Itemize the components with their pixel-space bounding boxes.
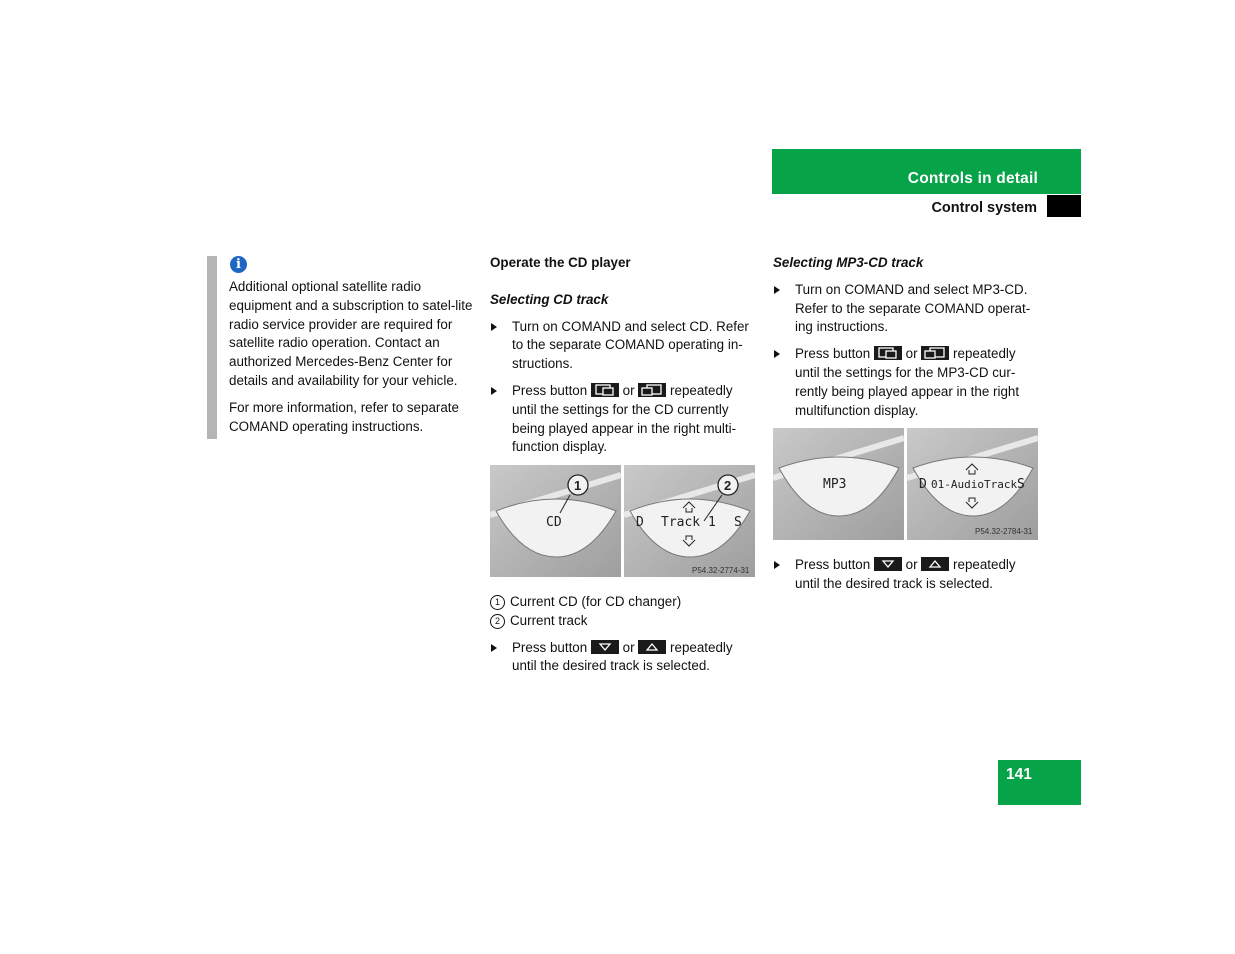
mp3-display-figure — [773, 428, 1041, 546]
figure-code: P54.32-2774-31 — [692, 566, 750, 576]
callout-number: 1 — [574, 478, 582, 494]
step-text: repeatedly until the settings for the MP3-CD cur-rently being played appear in the right multifunction display. — [795, 346, 1020, 418]
page-number: 141 — [1006, 766, 1032, 783]
left-display-text: CD — [546, 515, 562, 531]
step-text: or — [905, 557, 918, 573]
legend-text: Current CD (for CD changer) — [510, 593, 682, 609]
right-display-d: D — [919, 477, 927, 493]
section-header — [772, 149, 1081, 194]
step-text: or — [622, 639, 635, 655]
bullet-arrow-icon — [491, 323, 497, 331]
instruction-step — [490, 382, 758, 457]
mp3-subheading: Selecting MP3-CD track — [773, 255, 924, 270]
page-number-box — [998, 760, 1081, 805]
instruction-step — [773, 556, 1041, 594]
figure-code: P54.32-2784-31 — [975, 527, 1033, 537]
info-sidebar — [207, 256, 217, 439]
step-text: Press button — [795, 557, 871, 573]
figure-legend — [490, 593, 758, 631]
display-left-button-icon — [591, 383, 619, 397]
step-text: Press button — [795, 346, 871, 362]
right-display-track: 01-AudioTrack — [931, 478, 1018, 492]
callout-number: 2 — [724, 478, 732, 494]
step-text: Press button — [512, 382, 588, 398]
subsection-title: Control system — [931, 200, 1037, 216]
legend-number: 1 — [490, 595, 505, 610]
bullet-arrow-icon — [491, 387, 497, 395]
bullet-arrow-icon — [774, 561, 780, 569]
header-black-tab — [1047, 195, 1081, 217]
display-right-button-icon — [921, 346, 949, 360]
left-display-text: MP3 — [823, 477, 847, 493]
info-icon: i — [230, 256, 247, 273]
cd-section — [490, 254, 758, 684]
instruction-step — [490, 639, 758, 677]
instruction-step — [773, 281, 1041, 337]
bullet-arrow-icon — [774, 286, 780, 294]
step-text: repeatedly until the settings for the CD currently being played appear in the right multi-function display. — [512, 382, 737, 455]
cd-heading: Operate the CD player — [490, 255, 631, 270]
mp3-section — [773, 254, 1041, 602]
right-display-d: D — [636, 515, 644, 531]
info-paragraph: Additional optional satellite radio equipment and a subscription to satel-lite radio service provider are required for satellite radio operation. Contact an authorized Mercedes-Benz Center for details and availability for your vehicle. — [229, 279, 473, 388]
legend-item — [490, 612, 758, 631]
info-paragraph: For more information, refer to separate COMAND operating instructions. — [229, 399, 459, 434]
step-text: Turn on COMAND and select CD. Refer to the separate COMAND operating in-structions. — [512, 318, 749, 372]
instruction-step — [490, 318, 758, 374]
step-text: or — [622, 382, 635, 398]
legend-item — [490, 593, 758, 612]
instruction-step — [773, 345, 1041, 420]
bullet-arrow-icon — [491, 644, 497, 652]
legend-number: 2 — [490, 614, 505, 629]
step-text: Turn on COMAND and select MP3-CD. Refer to the separate COMAND operat-ing instructions. — [795, 281, 1031, 335]
step-text: repeatedly until the desired track is selected. — [512, 639, 733, 674]
up-arrow-button-icon — [638, 640, 666, 654]
step-text: repeatedly until the desired track is selected. — [795, 557, 1016, 591]
info-note — [229, 278, 475, 444]
display-left-button-icon — [874, 346, 902, 360]
down-arrow-button-icon — [874, 557, 902, 571]
step-text: Press button — [512, 639, 588, 655]
legend-text: Current track — [510, 612, 588, 628]
bullet-arrow-icon — [774, 350, 780, 358]
cd-display-figure — [490, 465, 758, 583]
cd-subheading: Selecting CD track — [490, 291, 609, 307]
step-text: or — [905, 346, 918, 362]
section-title: Controls in detail — [907, 170, 1038, 188]
right-display-s: S — [734, 515, 742, 531]
display-right-button-icon — [638, 383, 666, 397]
down-arrow-button-icon — [591, 640, 619, 654]
right-display-s: S — [1017, 477, 1025, 493]
right-display-track: Track 1 — [661, 515, 716, 531]
up-arrow-button-icon — [921, 557, 949, 571]
